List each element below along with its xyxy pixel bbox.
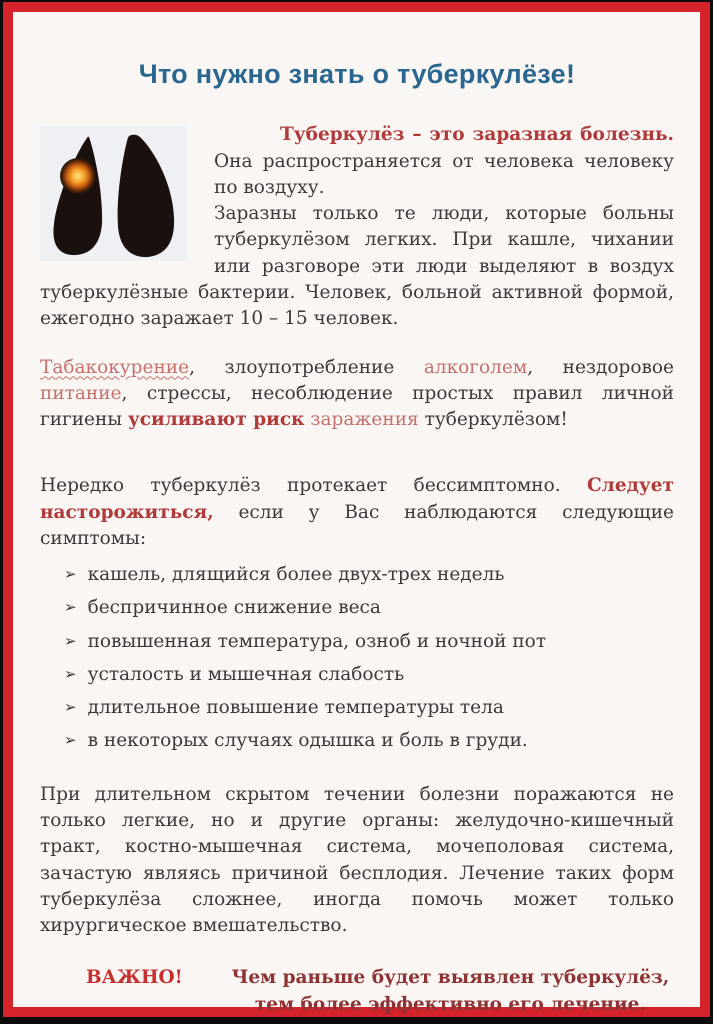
intro-sentence-1: Она распространяется от человека человеку по воздуху.	[214, 150, 674, 198]
risk-factors-paragraph	[40, 355, 674, 434]
arrow-bullet-icon: ➢	[64, 664, 77, 683]
symptoms-intro-text: Нередко туберкулёз протекает бессимптомно.	[40, 475, 588, 497]
intro-section	[40, 122, 674, 332]
lungs-illustration	[40, 126, 187, 261]
symptom-text: беспричинное снижение веса	[87, 597, 381, 619]
page-title: Что нужно знать о туберкулёзе!	[138, 59, 576, 89]
risk-emphasis: усиливают риск	[127, 409, 305, 431]
risk-nutrition: питание	[40, 382, 122, 404]
arrow-bullet-icon: ➢	[64, 698, 77, 717]
poster-content	[13, 12, 700, 1018]
symptom-text: повышенная температура, озноб и ночной пот	[87, 630, 547, 652]
risk-text: , стрессы, несоблюдение простых правил личной гигиены	[40, 382, 674, 431]
arrow-bullet-icon: ➢	[64, 631, 77, 650]
intro-lead-sentence: Туберкулёз – это заразная болезнь.	[280, 124, 674, 146]
intro-paragraph-2: Заразны только те люди, которые больны туберкулёзом легких. При кашле, чихании или разговоре эти люди выделяют в воздух туберкулёзные бактерии. Человек, больной активной формой, ежегодно заражает 10 – 15 человек.	[40, 203, 674, 330]
symptoms-intro	[40, 473, 674, 552]
important-label: ВАЖНО!	[86, 967, 183, 989]
arrow-bullet-icon: ➢	[64, 565, 77, 584]
symptom-text: длительное повышение температуры тела	[87, 697, 504, 719]
symptoms-warning: Следует насторожиться,	[40, 475, 674, 523]
list-item	[64, 629, 674, 655]
list-item	[64, 695, 674, 721]
lungs-image	[40, 126, 187, 261]
risk-text: туберкулёзом!	[418, 409, 568, 431]
risk-smoking: Табакокурение	[40, 356, 190, 378]
arrow-bullet-icon: ➢	[64, 598, 77, 617]
symptom-text: в некоторых случаях одышка и боль в груди.	[87, 730, 528, 752]
symptom-text: усталость и мышечная слабость	[87, 663, 405, 685]
symptoms-list	[40, 562, 674, 755]
list-item	[64, 662, 674, 688]
list-item	[64, 728, 674, 754]
symptoms-intro-text: если у Вас наблюдаются следующие симптомы:	[40, 501, 674, 549]
infection-glow-spot	[60, 158, 96, 194]
complications-paragraph: При длительном скрытом течении болезни поражаются не только легкие, но и другие органы: желудочно-кишечный тракт, костно-мышечная система, мочеполовая система, зачастую являясь причиной бесплодия. Лечение таких форм туберкулёза сложнее, иногда помочь может только хирургическое вмешательство.	[40, 783, 674, 937]
risk-alcohol: алкоголем	[423, 356, 528, 378]
arrow-bullet-icon: ➢	[64, 731, 77, 750]
risk-infection: заражения	[310, 409, 419, 431]
important-text: Чем раньше будет выявлен туберкулёз, тем более эффективно его лечение.	[231, 967, 670, 1015]
symptom-text: кашель, длящийся более двух-трех недель	[87, 564, 505, 586]
poster-frame	[3, 2, 710, 1017]
list-item	[64, 595, 674, 621]
important-note	[86, 965, 674, 1018]
list-item	[64, 562, 674, 588]
risk-text: , нездоровое	[527, 356, 675, 378]
risk-text: , злоупотребление	[189, 356, 424, 378]
